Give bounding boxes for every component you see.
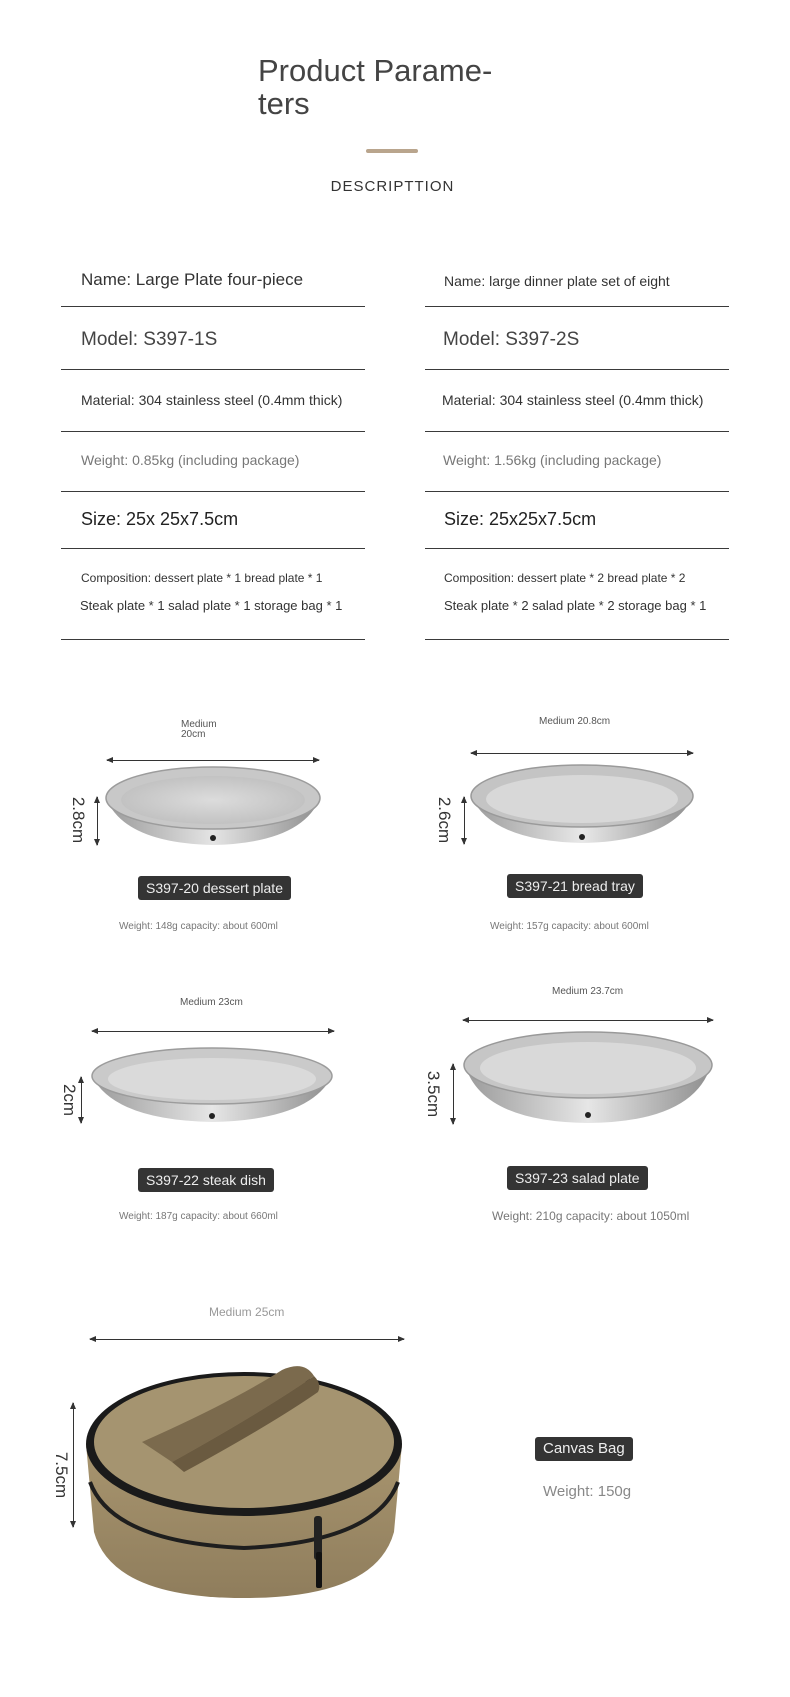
bag-weight: Weight: 150g — [543, 1483, 632, 1500]
product-name-badge: S397-22 steak dish — [138, 1168, 274, 1192]
spec-size: Size: 25x25x7.5cm — [444, 509, 597, 529]
spec-composition-1: Composition: dessert plate * 1 bread plate * 1 — [81, 571, 323, 585]
product-name-badge: S397-21 bread tray — [507, 874, 643, 898]
product-name-badge: S397-23 salad plate — [507, 1166, 648, 1190]
product-caption: Weight: 210g capacity: about 1050ml — [492, 1209, 690, 1223]
height-arrow — [464, 797, 465, 844]
height-arrow — [73, 1403, 74, 1527]
spec-row-composition — [61, 549, 365, 640]
spec-table-four-piece — [61, 255, 365, 640]
spec-size: Size: 25x 25x7.5cm — [81, 509, 239, 529]
bread-tray-image — [469, 763, 695, 845]
title-accent-bar — [366, 149, 418, 153]
canvas-bag-image — [82, 1362, 406, 1600]
height-arrow — [97, 797, 98, 845]
diameter-label: Medium 20.8cm — [539, 716, 611, 727]
diameter-arrow — [90, 1339, 404, 1340]
product-caption: Weight: 148g capacity: about 600ml — [119, 921, 278, 932]
spec-composition-1: Composition: dessert plate * 2 bread plate * 2 — [444, 571, 686, 585]
steak-dish-image — [90, 1046, 334, 1124]
product-name-badge: Canvas Bag — [535, 1437, 633, 1461]
diameter-arrow — [471, 753, 693, 754]
page-title — [258, 54, 518, 120]
height-label: 2.8cm — [69, 796, 89, 844]
spec-model: Model: S397-1S — [81, 329, 218, 350]
height-label: 7.5cm — [52, 1451, 72, 1499]
spec-name: Name: large dinner plate set of eight — [444, 273, 670, 289]
diameter-arrow — [107, 760, 319, 761]
height-label: 2cm — [60, 1083, 80, 1117]
spec-table-eight-piece — [425, 255, 729, 640]
section-subtitle: DESCRIPTTION — [330, 178, 455, 195]
diameter-label: Medium 25cm — [209, 1305, 285, 1319]
diameter-arrow — [463, 1020, 713, 1021]
spec-composition-2: Steak plate * 1 salad plate * 1 storage bag * 1 — [80, 598, 343, 613]
height-arrow — [453, 1064, 454, 1124]
spec-weight: Weight: 0.85kg (including package) — [81, 452, 300, 468]
spec-name: Name: Large Plate four-piece — [81, 270, 304, 289]
spec-composition-2: Steak plate * 2 salad plate * 2 storage bag * 1 — [444, 598, 707, 613]
spec-row-weight — [61, 432, 365, 492]
spec-material: Material: 304 stainless steel (0.4mm thick) — [442, 392, 704, 408]
spec-row-size — [61, 492, 365, 549]
spec-model: Model: S397-2S — [443, 329, 580, 350]
salad-plate-image — [462, 1030, 714, 1125]
dessert-plate-image — [104, 765, 322, 847]
diameter-label: Medium 23.7cm — [552, 986, 624, 997]
product-name-badge: S397-20 dessert plate — [138, 876, 291, 900]
height-label: 2.6cm — [435, 796, 455, 844]
diameter-label: Medium 23cm — [180, 997, 243, 1008]
spec-row-name — [425, 255, 729, 307]
height-label: 3.5cm — [424, 1070, 444, 1118]
spec-row-size — [425, 492, 729, 549]
diameter-label: Medium 20cm — [181, 719, 217, 740]
spec-material: Material: 304 stainless steel (0.4mm thick) — [81, 392, 343, 408]
spec-row-name — [61, 255, 365, 307]
page-title-line-2: ters — [258, 86, 310, 121]
spec-row-material — [61, 370, 365, 432]
product-caption: Weight: 187g capacity: about 660ml — [119, 1211, 278, 1222]
diameter-arrow — [92, 1031, 334, 1032]
spec-row-model — [425, 307, 729, 370]
spec-row-model — [61, 307, 365, 370]
spec-row-weight — [425, 432, 729, 492]
spec-row-composition — [425, 549, 729, 640]
spec-weight: Weight: 1.56kg (including package) — [443, 452, 662, 468]
product-caption: Weight: 157g capacity: about 600ml — [490, 921, 649, 932]
page-title-line-1: Product Parame- — [258, 53, 493, 88]
height-arrow — [81, 1077, 82, 1123]
spec-row-material — [425, 370, 729, 432]
